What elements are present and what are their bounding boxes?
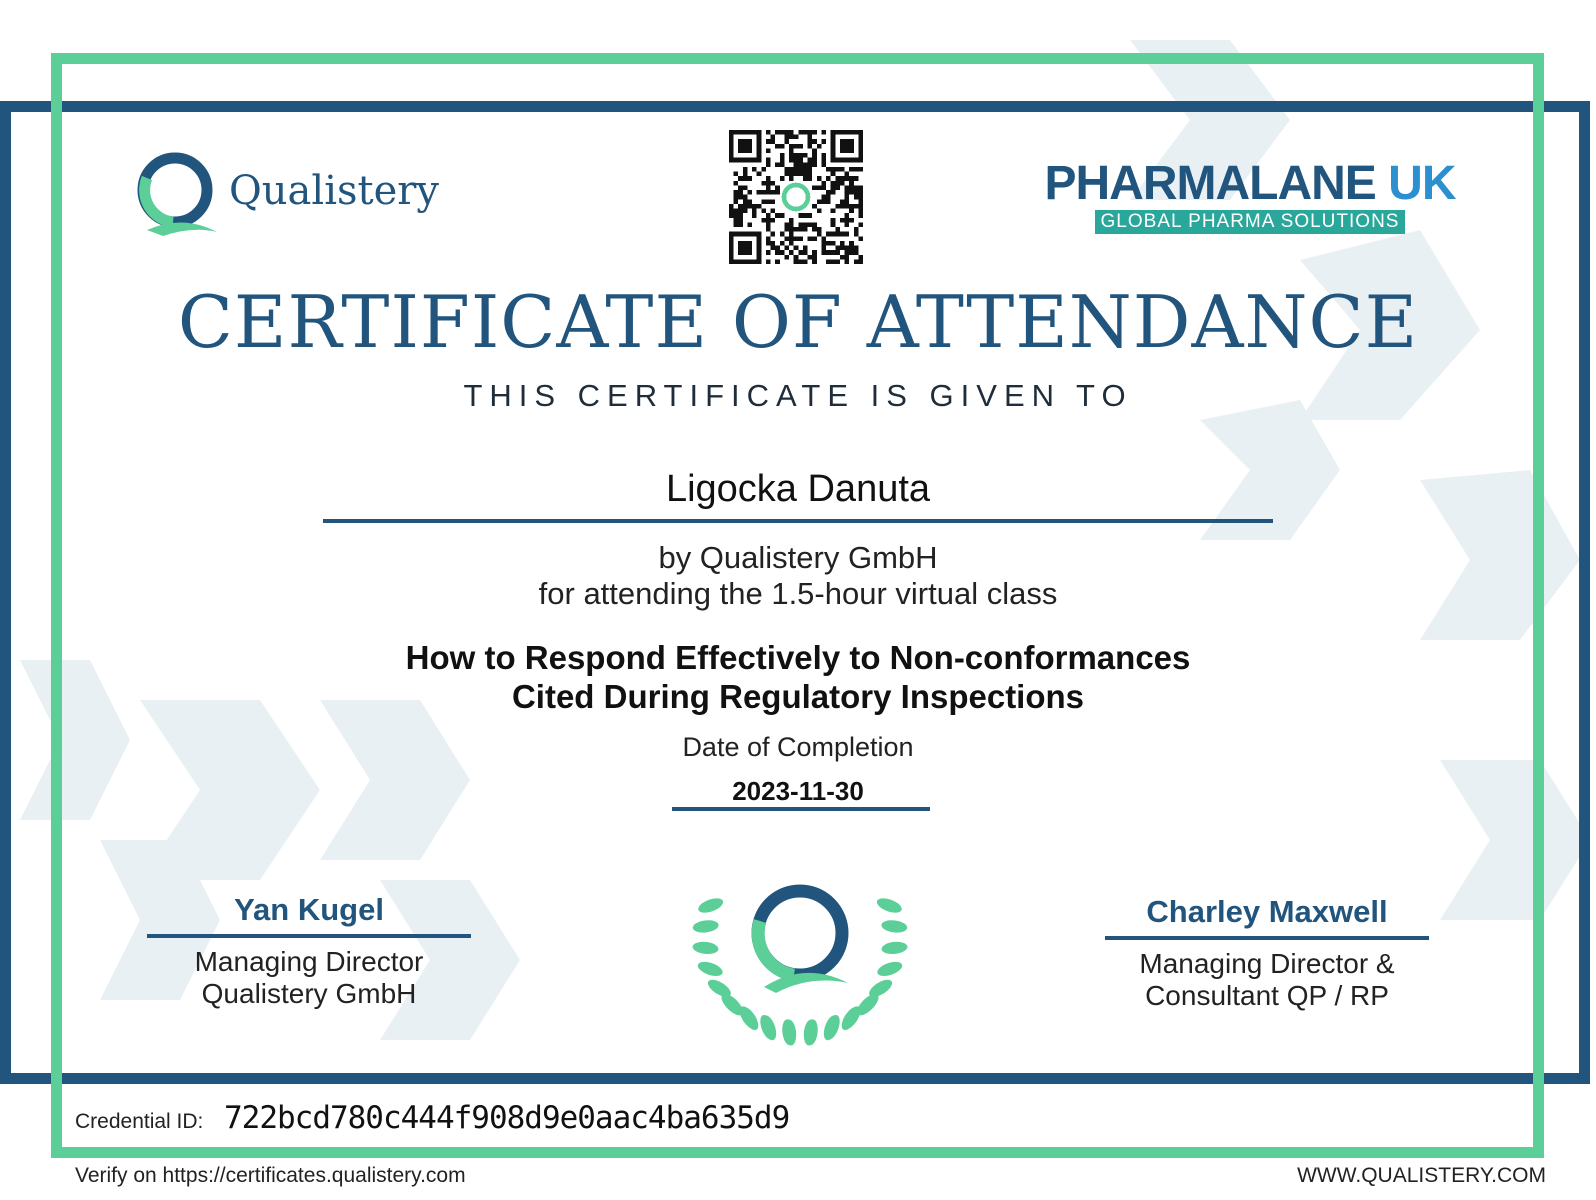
pharmalane-wordmark: PHARMALANE (1044, 157, 1376, 210)
pharmalane-logo (1030, 157, 1470, 240)
signatory-right (1105, 894, 1429, 1012)
date-underline (672, 807, 930, 811)
qr-code[interactable] (729, 130, 863, 264)
credential-id: 722bcd780c444f908d9e0aac4ba635d9 (224, 1100, 790, 1136)
signatory-right-role-line-2: Consultant QP / RP (1145, 980, 1389, 1011)
certificate-title: CERTIFICATE OF ATTENDANCE (177, 280, 1419, 364)
signatory-right-name: Charley Maxwell (1146, 894, 1388, 929)
signatory-right-role-line-1: Managing Director & (1139, 948, 1395, 979)
qualistery-wordmark: Qualistery (229, 168, 439, 214)
pharmalane-tagline: GLOBAL PHARMA SOLUTIONS (1095, 210, 1406, 234)
course-title-line-2: Cited During Regulatory Inspections (511, 678, 1085, 715)
qualistery-logo (133, 148, 443, 240)
signatory-left-role-line-1: Managing Director (194, 946, 424, 977)
course-title-line-1: How to Respond Effectively to Non-conformances (405, 639, 1191, 676)
signatory-left-line (147, 934, 471, 938)
signatory-left (147, 892, 471, 1010)
recipient-underline (323, 519, 1273, 523)
qualistery-q-icon (133, 148, 225, 240)
signatory-left-name: Yan Kugel (234, 892, 384, 927)
signatory-left-role-line-2: Qualistery GmbH (201, 978, 417, 1009)
issuer-line: by Qualistery GmbH (658, 540, 938, 575)
signatory-left-role (147, 946, 471, 1010)
website-link[interactable]: WWW.QUALISTERY.COM (1297, 1164, 1546, 1187)
course-title (0, 638, 1596, 716)
completion-label: Date of Completion (682, 732, 914, 762)
issuer-text (0, 540, 1596, 612)
pharmalane-uk: UK (1388, 157, 1456, 210)
verify-link[interactable]: Verify on https://certificates.qualistery.com (75, 1164, 466, 1187)
signatory-right-line (1105, 936, 1429, 940)
signatory-right-role (1105, 948, 1429, 1012)
given-to-label: THIS CERTIFICATE IS GIVEN TO (463, 378, 1133, 413)
attendance-line: for attending the 1.5-hour virtual class (538, 576, 1058, 611)
completion-date: 2023-11-30 (732, 776, 864, 806)
recipient-name: Ligocka Danuta (665, 468, 931, 510)
laurel-seal-icon (680, 833, 920, 1053)
credential-label: Credential ID: (75, 1110, 204, 1133)
